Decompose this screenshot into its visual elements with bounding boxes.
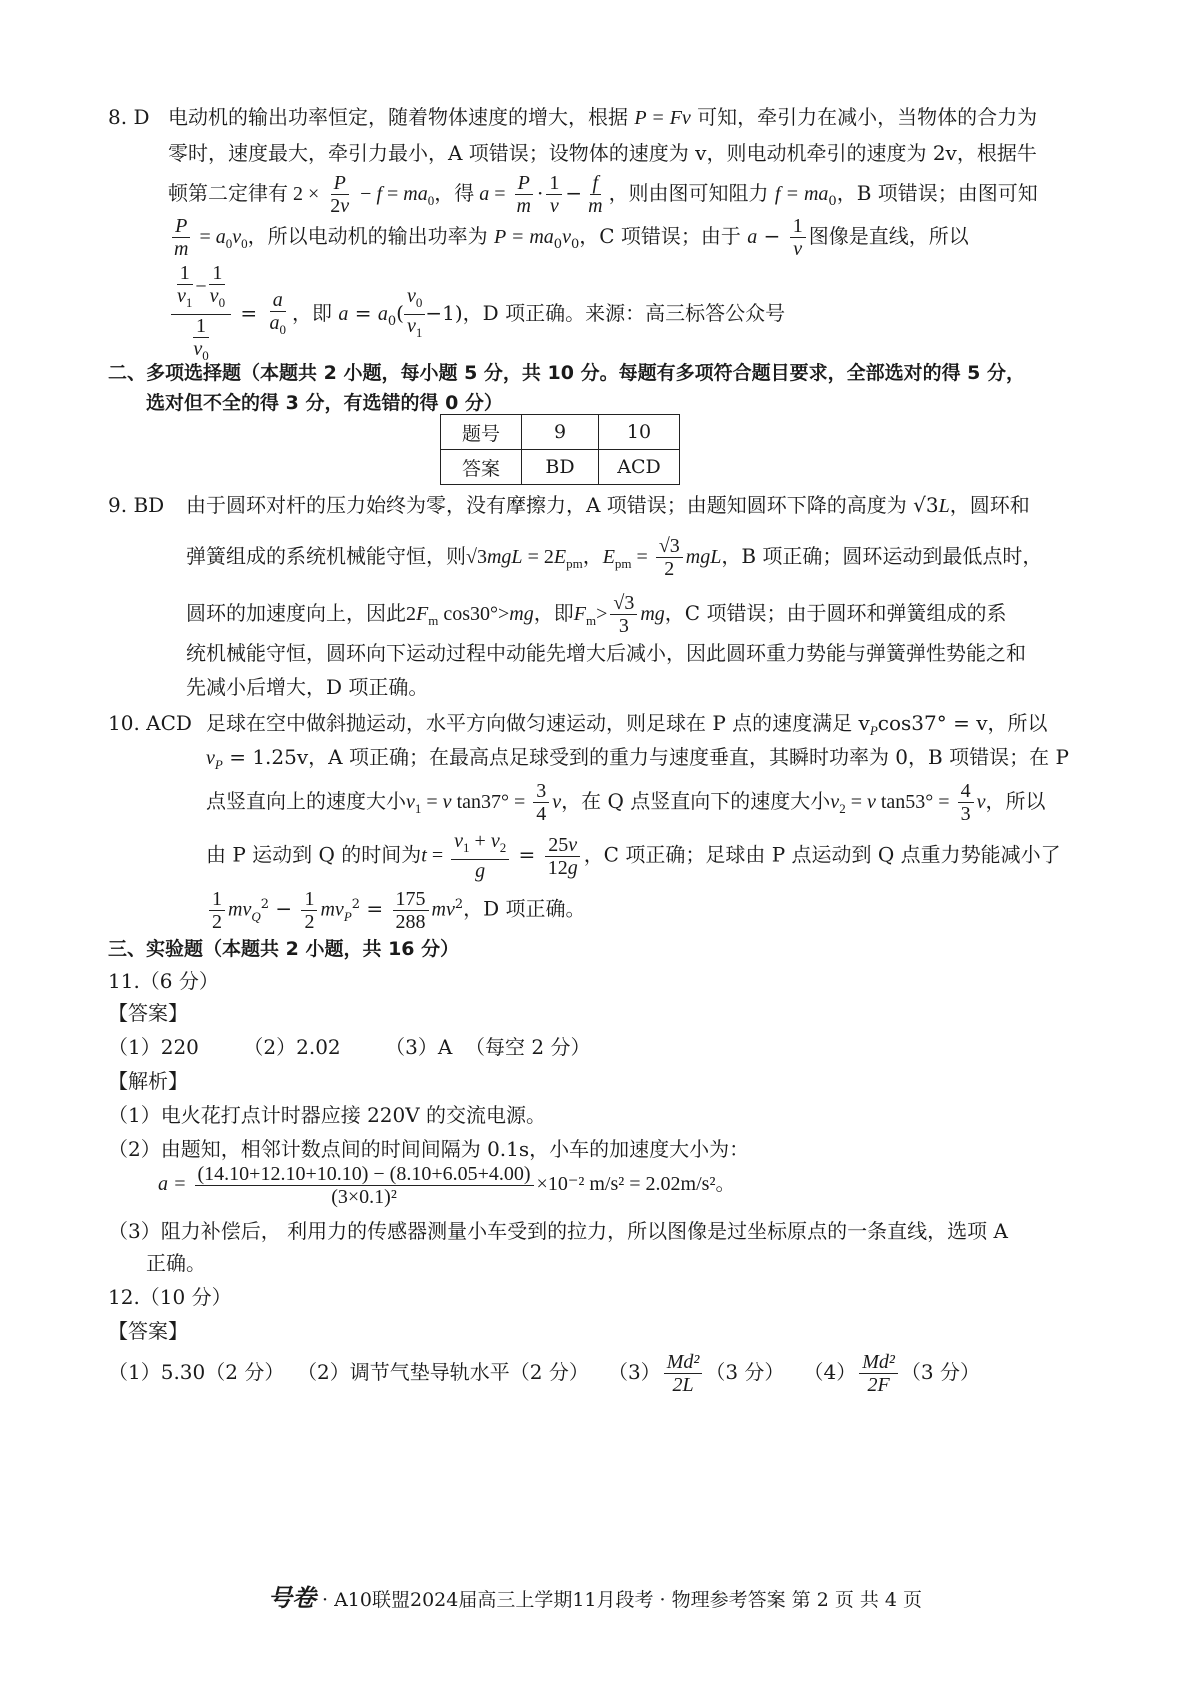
q9-line2: 弹簧组成的系统机械能守恒，则$√3mgL = 2E_{pm}$，$E_{pm}$ = $\frac{√3}{2}$ mgL，B 项正确；圆环运动到最低点时， — [186, 535, 1043, 580]
q8-line5: $\frac{1}{v_1}$ − $\frac{1}{v_0}$ $\frac{1}{v_0}$ = $\frac{a}{a_0}$ ，即 $a = a_0$( $\frac{v_0}{v_1}$ −1)，D 项正确。来源：高三标答公众号 — [168, 262, 785, 367]
page-footer — [268, 1578, 922, 1613]
table-row — [441, 415, 680, 450]
q11-head: 11.（6 分） — [108, 969, 219, 993]
q10-line4: 由 P 运动到 Q 的时间为t = $\frac{v_1 + v_2}{g}$ = $\frac{25v}{12g}$ ，C 项正确；足球由 P 点运动到 Q 点重力势能减小了 — [206, 830, 1061, 882]
brand-logo: 号卷 — [268, 1583, 316, 1612]
footer-text: · A10联盟2024届高三上学期11月段考 · 物理参考答案 第 2 页 共 4 页 — [322, 1589, 923, 1611]
q11-explain-tag: 【解析】 — [108, 1069, 188, 1093]
table-cell: 答案 — [441, 450, 522, 485]
q10-line3: 点竖直向上的速度大小$v_1 = v$ tan37° = $\frac{3}{4}$ v，在 Q 点竖直向下的速度大小$v_2 = v$ tan53° = $\frac{4}{3}$ v，所以 — [206, 780, 1046, 825]
q9-label: 9. BD — [108, 493, 165, 517]
q12-head: 12.（10 分） — [108, 1285, 232, 1309]
section3-title: 三、实验题（本题共 2 小题，共 16 分） — [108, 938, 460, 960]
q11-answers: （1）220 （2）2.02 （3）A （每空 2 分） — [108, 1035, 591, 1059]
q10-line5: $\frac{1}{2}$ $mv_Q^2$ − $\frac{1}{2}$ $mv_P^2$ = $\frac{175}{288}$ $mv^2$，D 项正确。 — [206, 884, 586, 939]
q10-label: 10. ACD — [108, 711, 192, 735]
q9-line3: 圆环的加速度向上，因此$2F_m$ cos30°>mg，即$F_m>$ $\frac{√3}{3}$ mg，C 项错误；由于圆环和弹簧组成的系 — [186, 592, 1007, 637]
q8-line1: 电动机的输出功率恒定，随着物体速度的增大，根据 P = Fv 可知，牵引力在减小，当物体的合力为 — [168, 105, 1038, 129]
q11-explain-1: （1）电火花打点计时器应接 220V 的交流电源。 — [108, 1103, 547, 1127]
table-cell: 9 — [522, 415, 599, 450]
table-cell: BD — [522, 450, 599, 485]
table-cell: 10 — [599, 415, 680, 450]
q9-line5: 先减小后增大，D 项正确。 — [186, 675, 429, 699]
q11-explain-3: （3）阻力补偿后， 利用力的传感器测量小车受到的拉力，所以图像是过坐标原点的一条直线，选项 A — [108, 1219, 1008, 1243]
q11-explain-2: （2）由题知，相邻计数点间的时间间隔为 0.1s，小车的加速度大小为： — [108, 1137, 750, 1161]
q9-line4: 统机械能守恒，圆环向下运动过程中动能先增大后减小，因此圆环重力势能与弹簧弹性势能之和 — [186, 641, 1026, 665]
table-cell: ACD — [599, 450, 680, 485]
q11-explain-3b: 正确。 — [146, 1251, 206, 1275]
q11-equation: a = $\frac{(14.10+12.10+10.10) - (8.10+6.05+4.00)}{\text{(3×0.1)²}}$ ×10⁻² m/s² = 2.02m/s²。 — [158, 1162, 736, 1208]
q8-line3: 顿第二定律有 2 × $\frac{P}{2v}$ − $f = ma_0$，得 a = $\frac{P}{m}$ · $\frac{1}{v}$ − $\frac{f}{m}$ ，则由图可知阻力 $f = ma_0$，B 项错误；由图可知 — [168, 172, 1038, 217]
section2-title-line2: 选对但不全的得 3 分，有选错的得 0 分） — [146, 392, 503, 414]
q9-line1: 由于圆环对杆的压力始终为零，没有摩擦力，A 项错误；由题知圆环下降的高度为 √3L，圆环和 — [186, 493, 1030, 517]
q10-line2: $v_P = 1.25v$，A 项正确；在最高点足球受到的重力与速度垂直，其瞬时功率为 0，B 项错误；在 P — [206, 745, 1069, 772]
q10-line1: 足球在空中做斜抛运动，水平方向做匀速运动，则足球在 P 点的速度满足 $v_P\cos 37^\circ = v$，所以 — [206, 711, 1048, 738]
q8-line4: $\frac{P}{m}$ = $a_0v_0$，所以电动机的输出功率为 $P = ma_0v_0$，C 项错误；由于 a − $\frac{1}{v}$ 图像是直线，所以 — [174, 215, 969, 260]
section2-title: 二、多项选择题（本题共 2 小题，每小题 5 分，共 10 分。每题有多项符合题目要求，全部选对的得 5 分， — [108, 362, 1026, 384]
q12-answer-tag: 【答案】 — [108, 1319, 188, 1343]
q8-label: 8. D — [108, 105, 150, 129]
q11-answer-tag: 【答案】 — [108, 1001, 188, 1025]
table-row — [441, 450, 680, 485]
q8-line2: 零时，速度最大，牵引力最小，A 项错误；设物体的速度为 v，则电动机牵引的速度为 2v，根据牛 — [168, 141, 1037, 165]
table-cell: 题号 — [441, 415, 522, 450]
answer-table — [440, 414, 680, 485]
q12-answers: （1）5.30（2 分） （2）调节气垫导轨水平（2 分） （3） $\frac{\text{Md²}}{2L}$ （3 分） （4） $\frac{\text{Md²}}{2F}$ （3 分） — [108, 1351, 980, 1396]
